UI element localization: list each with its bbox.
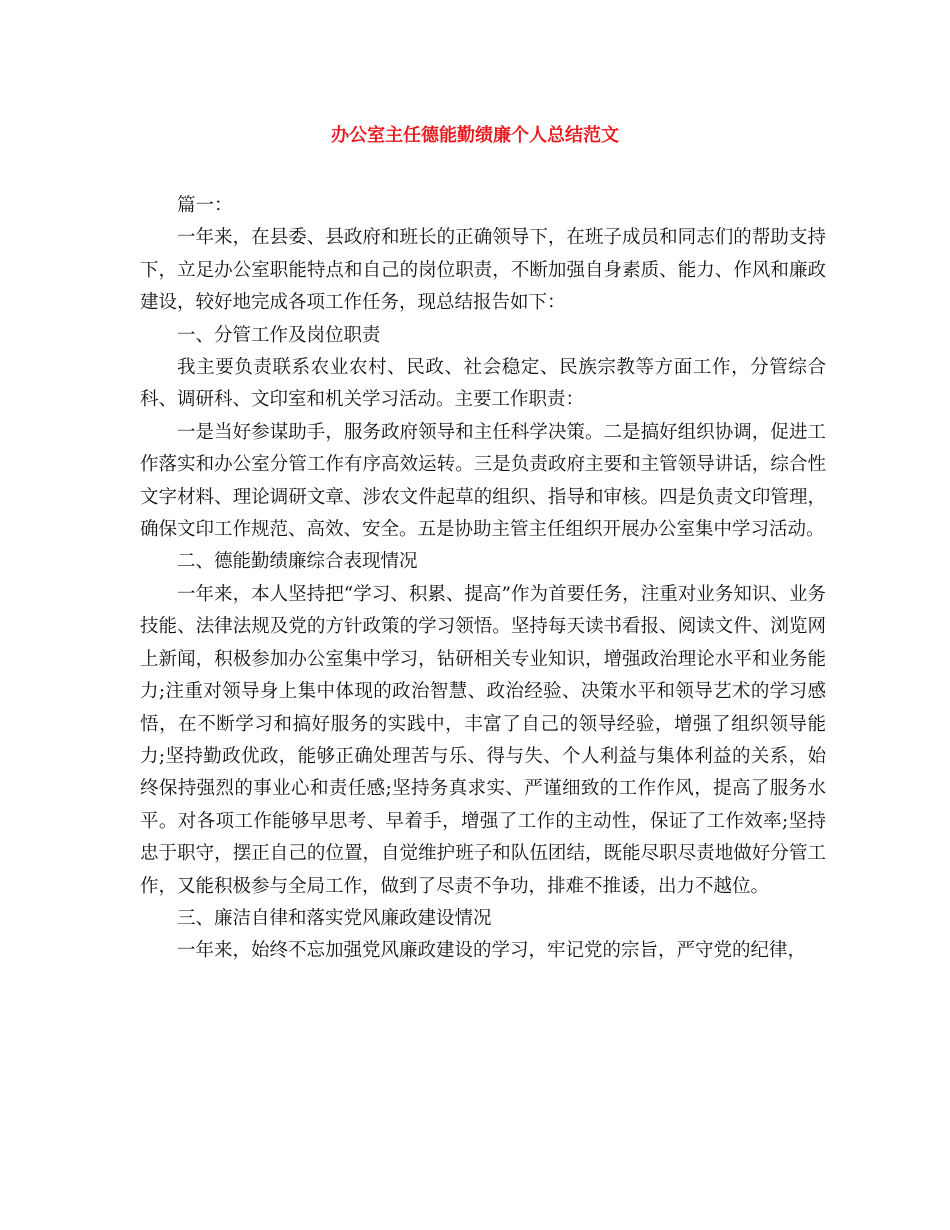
section-label: 篇一： — [177, 195, 233, 216]
section-heading: 二、德能勤绩廉综合表现情况 — [177, 551, 418, 573]
body-paragraph: 我主要负责联系农业农村、民政、社会稳定、民族宗教等方面工作，分管综合科、调研科、文印室和机关学习活动。主要工作职责： — [140, 357, 826, 411]
body-paragraph: 一年来，本人坚持把“学习、积累、提高”作为首要任务，注重对业务知识、业务技能、法律法规及党的方针政策的学习领悟。坚持每天读书看报、阅读文件、浏览网上新闻，积极参加办公室集中学习，钻研相关专业知识，增强政治理论水平和业务能力;注重对领导身上集中体现的政治智慧、政治经验、决策水平和领导艺术的学习感悟，在不断学习和搞好服务的实践中，丰富了自己的领导经验，增强了组织领导能力;坚持勤政优政，能够正确处理苦与乐、得与失、个人利益与集体利益的关系，始终保持强烈的事业心和责任感;坚持务真求实、严谨细致的工作作风，提高了服务水平。对各项工作能够早思考、早着手，增强了工作的主动性，保证了工作效率;坚持忠于职守，摆正自己的位置，自觉维护班子和队伍团结，既能尽职尽责地做好分管工作，又能积极参与全局工作，做到了尽责不争功，排难不推诿，出力不越位。 — [140, 583, 826, 897]
body-paragraph: 一是当好参谋助手，服务政府领导和主任科学决策。二是搞好组织协调，促进工作落实和办公室分管工作有序高效运转。三是负责政府主要和主管领导讲话，综合性文字材料、理论调研文章、涉农文件起草的组织、指导和审核。四是负责文印管理，确保文印工作规范、高效、安全。五是协助主管主任组织开展办公室集中学习活动。 — [140, 421, 826, 541]
section-heading: 三、廉洁自律和落实党风廉政建设情况 — [177, 907, 492, 929]
document-body — [140, 190, 826, 968]
section-heading: 一、分管工作及岗位职责 — [177, 324, 381, 346]
document-title: 办公室主任德能勤绩廉个人总结范文 — [331, 125, 619, 146]
body-paragraph: 一年来，在县委、县政府和班长的正确领导下，在班子成员和同志们的帮助支持下，立足办公室职能特点和自己的岗位职责，不断加强自身素质、能力、作风和廉政建设，较好地完成各项工作任务，现总结报告如下： — [140, 227, 826, 314]
body-paragraph: 一年来，始终不忘加强党风廉政建设的学习，牢记党的宗旨，严守党的纪律， — [177, 940, 807, 962]
